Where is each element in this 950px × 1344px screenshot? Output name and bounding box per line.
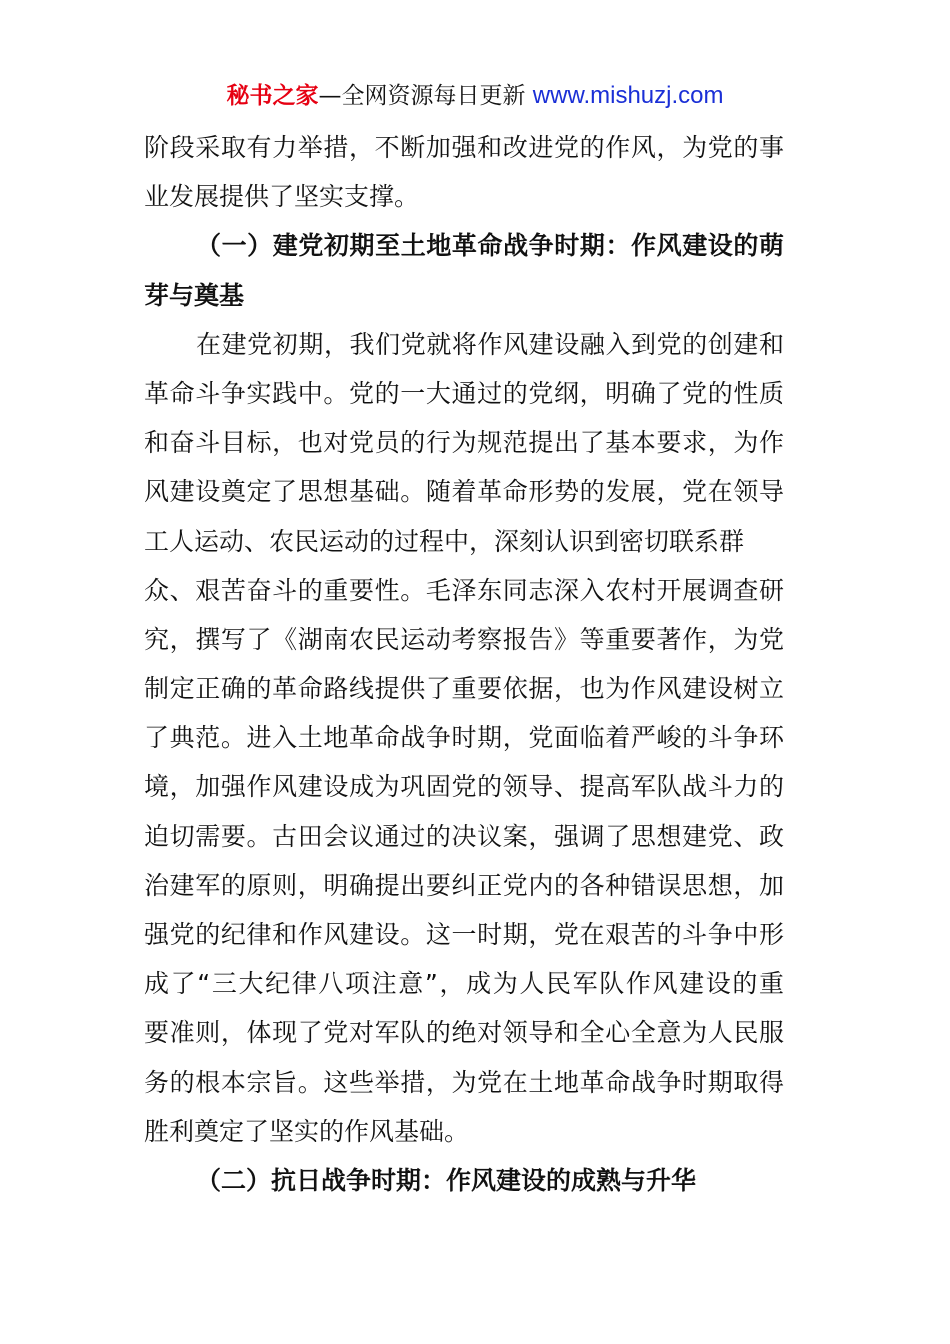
site-tagline: —全网资源每日更新 xyxy=(318,83,526,109)
text-line: 成了“三大纪律八项注意”，成为人民军队作风建设的重 xyxy=(144,969,784,999)
intro-paragraph xyxy=(144,123,784,221)
text-line: 究，撰写了《湖南农民运动考察报告》等重要著作，为党 xyxy=(144,624,784,654)
text-line: 业发展提供了坚实支撑。 xyxy=(144,182,420,212)
text-line: 务的根本宗旨。这些举措，为党在土地革命战争时期取得 xyxy=(144,1067,784,1097)
text-line: 要准则，体现了党对军队的绝对领导和全心全意为人民服 xyxy=(144,1018,784,1048)
text-line: 阶段采取有力举措，不断加强和改进党的作风，为党的事 xyxy=(144,133,784,162)
text-line: 境，加强作风建设成为巩固党的领导、提高军队战斗力的 xyxy=(144,772,784,802)
text-line: 和奋斗目标，也对党员的行为规范提出了基本要求，为作 xyxy=(144,428,784,458)
text-line: 治建军的原则，明确提出要纠正党内的各种错误思想，加 xyxy=(144,870,784,900)
section-1-paragraph xyxy=(144,320,784,1156)
heading-line: （一）建党初期至土地革命战争时期：作风建设的萌 xyxy=(196,231,784,261)
section-heading-2 xyxy=(144,1156,784,1205)
text-line: 风建设奠定了思想基础。随着革命形势的发展，党在领导 xyxy=(144,477,784,507)
text-line: 工人运动、农民运动的过程中，深刻认识到密切联系群 xyxy=(144,526,745,556)
text-line: 在建党初期，我们党就将作风建设融入到党的创建和 xyxy=(196,329,784,359)
text-line: 了典范。进入土地革命战争时期，党面临着严峻的斗争环 xyxy=(144,723,784,753)
site-url-link[interactable]: www.mishuzj.com xyxy=(532,82,724,109)
document-body xyxy=(144,123,784,1205)
heading-line: （二）抗日战争时期：作风建设的成熟与升华 xyxy=(196,1165,697,1195)
text-line: 众、艰苦奋斗的重要性。毛泽东同志深入农村开展调查研 xyxy=(144,575,784,605)
text-line: 胜利奠定了坚实的作风基础。 xyxy=(144,1116,470,1146)
site-header xyxy=(0,80,950,112)
section-heading-1 xyxy=(144,221,784,319)
heading-line: 芽与奠基 xyxy=(144,280,245,310)
text-line: 强党的纪律和作风建设。这一时期，党在艰苦的斗争中形 xyxy=(144,920,784,949)
site-brand: 秘书之家 xyxy=(226,83,319,109)
text-line: 迫切需要。古田会议通过的决议案，强调了思想建党、政 xyxy=(144,821,784,851)
text-line: 制定正确的革命路线提供了重要依据，也为作风建设树立 xyxy=(144,674,784,704)
text-line: 革命斗争实践中。党的一大通过的党纲，明确了党的性质 xyxy=(144,378,784,408)
